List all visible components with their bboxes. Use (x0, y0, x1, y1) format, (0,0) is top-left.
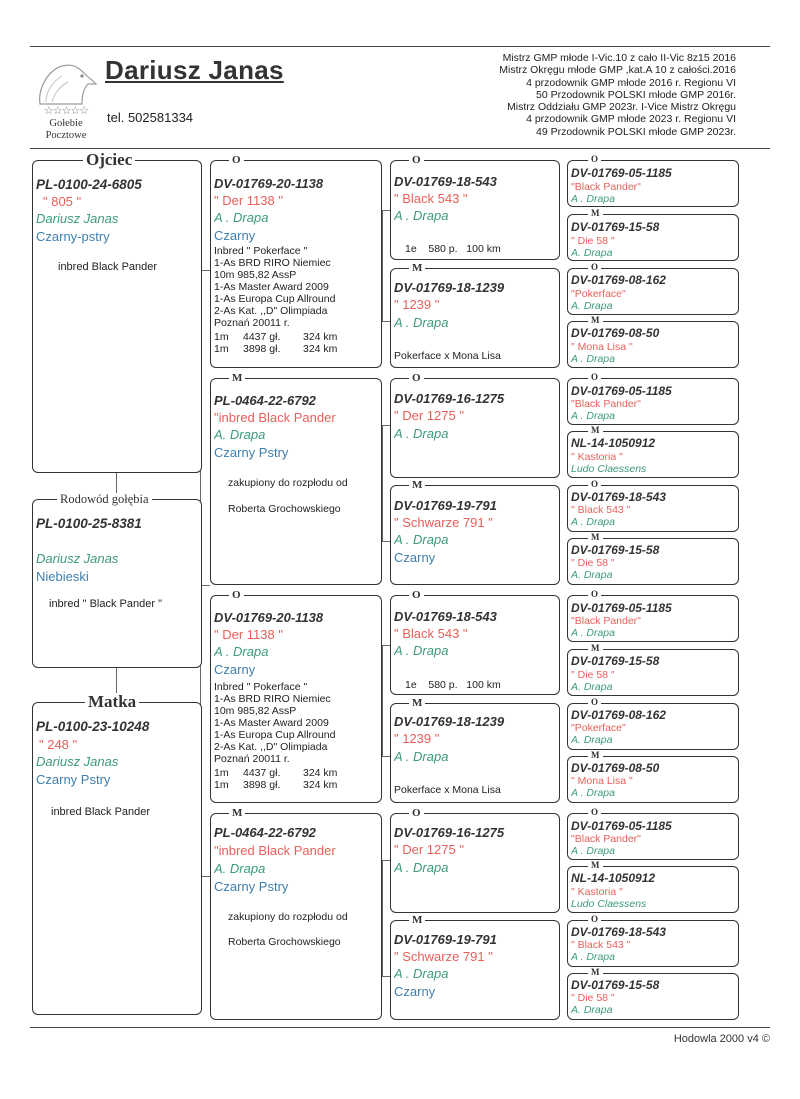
gen4-card[interactable] (567, 262, 739, 315)
gen4-name: " Mona Lisa " (571, 775, 633, 787)
gen4-owner: A. Drapa (571, 300, 613, 312)
footer-rule (30, 1027, 770, 1028)
grandsire-ring-number: DV-01769-20-1138 (214, 176, 324, 191)
gen4-owner: A. Drapa (571, 681, 613, 693)
father-note: inbred Black Pander (58, 261, 158, 273)
gen3-ring-number: DV-01769-16-1275 (394, 825, 505, 840)
gen4-card[interactable] (567, 807, 739, 860)
maternal-grandsire-card[interactable] (210, 589, 382, 803)
gen4-ring-number: DV-01769-15-58 (571, 543, 660, 557)
grandsire-note: Poznań 20011 r. (214, 317, 290, 329)
gen4-card[interactable] (567, 860, 739, 913)
gen4-owner: A . Drapa (571, 627, 615, 639)
gen4-card[interactable] (567, 208, 739, 261)
mother-label: Matka (85, 693, 139, 710)
gen3-name: " Der 1275 " (394, 408, 464, 423)
granddam-note: zakupiony do rozpłodu od (228, 911, 348, 923)
gen3-name: " Schwarze 791 " (394, 515, 493, 530)
granddam-color: Czarny Pstry (214, 445, 289, 460)
gen4-card[interactable] (567, 479, 739, 532)
granddam-owner: A. Drapa (214, 861, 266, 876)
achievement-line: Mistrz GMP młode I-Vic.10 z cało II-Vic 8z15 2016 (502, 52, 736, 64)
dam-label: M (409, 915, 425, 926)
dam-label: M (229, 373, 245, 384)
subject-ring-number: PL-0100-25-8381 (36, 516, 142, 531)
grandsire-note: 2-As Kat. ,,D" Olimpiada (214, 741, 328, 753)
result-place: 1m (214, 779, 229, 791)
grandsire-name: " Der 1138 " (214, 193, 283, 208)
gen4-card[interactable] (567, 372, 739, 425)
result-place: 1m (214, 331, 229, 343)
result-distance: 324 km (303, 331, 338, 343)
granddam-ring-number: PL-0464-22-6792 (214, 393, 316, 408)
result-birds: 3898 gł. (243, 779, 281, 791)
great-granddam-card[interactable] (390, 262, 560, 368)
gen4-name: "Black Pander" (571, 181, 641, 193)
gen3-ring-number: DV-01769-18-1239 (394, 280, 505, 295)
grandsire-note: 10m 985,82 AssP (214, 705, 297, 717)
granddam-name: "inbred Black Pander (214, 410, 336, 425)
gen3-name: " Black 543 " (394, 626, 468, 641)
dam-label: M (588, 644, 603, 653)
breeder-phone: tel. 502581334 (107, 110, 194, 125)
result-place: 1m (214, 767, 229, 779)
subject-owner: Dariusz Janas (36, 551, 119, 566)
result-place: 1m (214, 343, 229, 355)
gen4-ring-number: DV-01769-15-58 (571, 654, 660, 668)
gen4-owner: A . Drapa (571, 410, 615, 422)
dam-label: M (588, 751, 603, 760)
gen3-color: Czarny (394, 984, 436, 999)
dam-label: M (409, 698, 425, 709)
grandsire-note: 1-As Europa Cup Allround (214, 293, 336, 305)
sire-label: O (229, 155, 244, 166)
gen4-name: " Die 58 " (571, 992, 615, 1004)
logo-caption-2: Pocztowe (45, 130, 87, 141)
granddam-color: Czarny Pstry (214, 879, 289, 894)
footer-credit: Hodowla 2000 v4 © (673, 1033, 770, 1045)
achievements-list (499, 52, 736, 138)
gen3-ring-number: DV-01769-19-791 (394, 932, 497, 947)
pedigree-label: Rodowód gołębia (57, 493, 152, 506)
gen4-ring-number: DV-01769-05-1185 (571, 166, 672, 180)
sire-label: O (588, 373, 601, 382)
gen4-name: " Kastoria " (571, 886, 623, 898)
header-top-rule (30, 46, 770, 47)
dam-label: M (229, 808, 245, 819)
gen3-ring-number: DV-01769-18-543 (394, 174, 497, 189)
mother-card[interactable] (32, 692, 202, 1015)
grandsire-ring-number: DV-01769-20-1138 (214, 610, 324, 625)
dam-label: M (588, 426, 603, 435)
father-owner: Dariusz Janas (36, 211, 119, 226)
great-granddam-card[interactable] (390, 914, 560, 1020)
grandsire-owner: A . Drapa (214, 210, 269, 225)
gen4-name: " Black 543 " (571, 504, 631, 516)
gen4-card[interactable] (567, 154, 739, 207)
gen3-ring-number: DV-01769-16-1275 (394, 391, 505, 406)
grandsire-note: 1-As BRD RIRO Niemiec (214, 693, 331, 705)
sire-label: O (409, 808, 424, 819)
father-pigeon-name: " 805 " (43, 194, 82, 209)
gen4-name: " Kastoria " (571, 451, 623, 463)
sire-label: O (409, 373, 424, 384)
sire-label: O (229, 590, 244, 601)
gen4-name: "Black Pander" (571, 615, 641, 627)
gen4-owner: A. Drapa (571, 1004, 613, 1016)
achievement-line: 50 Przodownik POLSKI młode GMP 2016r. (536, 88, 736, 101)
gen4-card[interactable] (567, 750, 739, 803)
granddam-note: Roberta Grochowskiego (228, 503, 341, 515)
gen4-ring-number: NL-14-1050912 (571, 871, 656, 885)
granddam-note: Roberta Grochowskiego (228, 936, 341, 948)
great-grandsire-card[interactable] (390, 372, 560, 478)
gen3-owner: A . Drapa (394, 643, 449, 658)
gen4-name: "Black Pander" (571, 398, 641, 410)
dam-label: M (409, 480, 425, 491)
dam-label: M (409, 263, 425, 274)
gen3-owner: A . Drapa (394, 749, 449, 764)
subject-note: inbred " Black Pander " (49, 598, 162, 610)
sire-label: O (588, 808, 601, 817)
gen3-result: 1e 580 p. 100 km (405, 679, 501, 691)
result-birds: 4437 gł. (243, 767, 281, 779)
gen3-ring-number: DV-01769-19-791 (394, 498, 497, 513)
gen3-color: Czarny (394, 550, 436, 565)
mother-note: inbred Black Pander (51, 806, 151, 818)
gen4-name: " Black 543 " (571, 939, 631, 951)
gen4-name: "Pokerface" (571, 722, 626, 734)
achievement-line: 49 Przodownik POLSKI młode GMP 2023r. (536, 125, 736, 138)
achievement-line: Mistrz Oddziału GMP 2023r. I-Vice Mistrz Okręgu (507, 101, 736, 114)
gen4-name: "Black Pander" (571, 833, 641, 845)
gen4-card[interactable] (567, 697, 739, 750)
father-label: Ojciec (83, 151, 135, 168)
gen4-owner: A. Drapa (571, 569, 613, 581)
great-granddam-card[interactable] (390, 697, 560, 803)
logo-caption-1: Gołebie (49, 118, 83, 129)
gen4-card[interactable] (567, 315, 739, 368)
gen3-owner: A . Drapa (394, 966, 449, 981)
granddam-owner: A. Drapa (214, 427, 266, 442)
gen3-result: 1e 580 p. 100 km (405, 243, 501, 255)
father-card[interactable] (32, 150, 202, 473)
gen3-ring-number: DV-01769-18-1239 (394, 714, 505, 729)
sire-label: O (588, 590, 601, 599)
mother-ring-number: PL-0100-23-10248 (36, 719, 150, 734)
gen4-ring-number: DV-01769-08-162 (571, 708, 666, 722)
gen4-owner: A . Drapa (571, 845, 615, 857)
gen4-card[interactable] (567, 967, 739, 1020)
result-distance: 324 km (303, 767, 338, 779)
sire-label: O (409, 155, 424, 166)
gen4-card[interactable] (567, 643, 739, 696)
gen3-name: " 1239 " (394, 731, 440, 746)
logo-stars: ☆☆☆☆☆ (43, 105, 89, 117)
gen4-card[interactable] (567, 425, 739, 478)
achievement-line: 4 przodownik GMP młode 2023 r. Regionu VI (526, 113, 736, 126)
gen4-ring-number: DV-01769-05-1185 (571, 601, 672, 615)
gen3-owner: A . Drapa (394, 208, 449, 223)
gen4-owner: A. Drapa (571, 734, 613, 746)
dam-label: M (588, 209, 603, 218)
sire-label: O (588, 263, 601, 272)
gen4-name: " Die 58 " (571, 235, 615, 247)
grandsire-note: 1-As Europa Cup Allround (214, 729, 336, 741)
subject-color: Niebieski (36, 569, 89, 584)
gen3-owner: A . Drapa (394, 426, 449, 441)
grandsire-note: Inbred " Pokerface " (214, 681, 308, 693)
paternal-grandsire-card[interactable] (210, 154, 382, 368)
gen4-owner: A. Drapa (571, 247, 613, 259)
dam-label: M (588, 316, 603, 325)
mother-owner: Dariusz Janas (36, 754, 119, 769)
gen4-name: "Pokerface" (571, 288, 626, 300)
dam-label: M (588, 968, 603, 977)
father-ring-number: PL-0100-24-6805 (36, 177, 142, 192)
result-distance: 324 km (303, 343, 338, 355)
gen4-ring-number: DV-01769-08-162 (571, 273, 666, 287)
gen4-card[interactable] (567, 532, 739, 585)
sire-label: O (588, 698, 601, 707)
grandsire-note: Inbred " Pokerface " (214, 245, 308, 257)
breeder-name: Dariusz Janas (105, 55, 284, 85)
result-birds: 4437 gł. (243, 331, 281, 343)
gen3-name: " Black 543 " (394, 191, 468, 206)
great-grandsire-card[interactable] (390, 154, 560, 260)
great-grandsire-card[interactable] (390, 807, 560, 913)
father-color: Czarny-pstry (36, 229, 110, 244)
gen4-owner: Ludo Claessens (571, 898, 647, 910)
dam-label: M (588, 861, 603, 870)
grandsire-note: Poznań 20011 r. (214, 753, 290, 765)
grandsire-color: Czarny (214, 662, 256, 677)
gen3-note: Pokerface x Mona Lisa (394, 784, 501, 796)
gen4-owner: A . Drapa (571, 193, 615, 205)
dam-label: M (588, 533, 603, 542)
gen3-note: Pokerface x Mona Lisa (394, 350, 501, 362)
gen4-card[interactable] (567, 914, 739, 967)
maternal-granddam-card[interactable] (210, 807, 382, 1020)
gen4-card[interactable] (567, 589, 739, 642)
gen3-name: " Schwarze 791 " (394, 949, 493, 964)
achievement-line: Mistrz Okręgu młode GMP ,kat.A 10 z całości.2016 (499, 64, 736, 77)
gen4-ring-number: DV-01769-15-58 (571, 220, 660, 234)
gen4-ring-number: DV-01769-18-543 (571, 925, 666, 939)
great-granddam-card[interactable] (390, 479, 560, 585)
gen3-name: " 1239 " (394, 297, 440, 312)
gen4-owner: Ludo Claessens (571, 463, 647, 475)
grandsire-note: 1-As BRD RIRO Niemiec (214, 257, 331, 269)
gen4-ring-number: DV-01769-05-1185 (571, 819, 672, 833)
gen4-owner: A . Drapa (571, 516, 615, 528)
gen4-ring-number: NL-14-1050912 (571, 436, 656, 450)
subject-card[interactable] (32, 492, 202, 668)
sire-label: O (588, 915, 601, 924)
grandsire-name: " Der 1138 " (214, 627, 283, 642)
granddam-ring-number: PL-0464-22-6792 (214, 825, 316, 840)
gen3-name: " Der 1275 " (394, 842, 464, 857)
mother-pigeon-name: " 248 " (39, 737, 78, 752)
gen3-owner: A . Drapa (394, 532, 449, 547)
grandsire-note: 1-As Master Award 2009 (214, 717, 329, 729)
gen3-owner: A . Drapa (394, 860, 449, 875)
gen4-name: " Die 58 " (571, 669, 615, 681)
granddam-name: "inbred Black Pander (214, 843, 336, 858)
great-grandsire-card[interactable] (390, 589, 560, 695)
gen4-ring-number: DV-01769-05-1185 (571, 384, 672, 398)
gen3-owner: A . Drapa (394, 315, 449, 330)
gen4-ring-number: DV-01769-08-50 (571, 761, 660, 775)
grandsire-color: Czarny (214, 228, 256, 243)
gen4-ring-number: DV-01769-08-50 (571, 326, 660, 340)
grandsire-note: 2-As Kat. ,,D" Olimpiada (214, 305, 328, 317)
gen4-name: " Mona Lisa " (571, 341, 633, 353)
achievement-line: 4 przodownik GMP młode 2016 r. Regionu VI (526, 76, 736, 89)
result-birds: 3898 gł. (243, 343, 281, 355)
sire-label: O (409, 590, 424, 601)
grandsire-note: 1-As Master Award 2009 (214, 281, 329, 293)
gen4-owner: A . Drapa (571, 951, 615, 963)
grandsire-note: 10m 985,82 AssP (214, 269, 297, 281)
mother-color: Czarny Pstry (36, 772, 111, 787)
gen4-ring-number: DV-01769-15-58 (571, 978, 660, 992)
grandsire-owner: A . Drapa (214, 644, 269, 659)
gen4-name: " Die 58 " (571, 557, 615, 569)
granddam-note: zakupiony do rozpłodu od (228, 477, 348, 489)
gen4-ring-number: DV-01769-18-543 (571, 490, 666, 504)
sire-label: O (588, 155, 601, 164)
gen3-ring-number: DV-01769-18-543 (394, 609, 497, 624)
sire-label: O (588, 480, 601, 489)
gen4-owner: A . Drapa (571, 353, 615, 365)
gen4-owner: A . Drapa (571, 787, 615, 799)
result-distance: 324 km (303, 779, 338, 791)
paternal-granddam-card[interactable] (210, 372, 382, 585)
header-bottom-rule (30, 148, 770, 149)
